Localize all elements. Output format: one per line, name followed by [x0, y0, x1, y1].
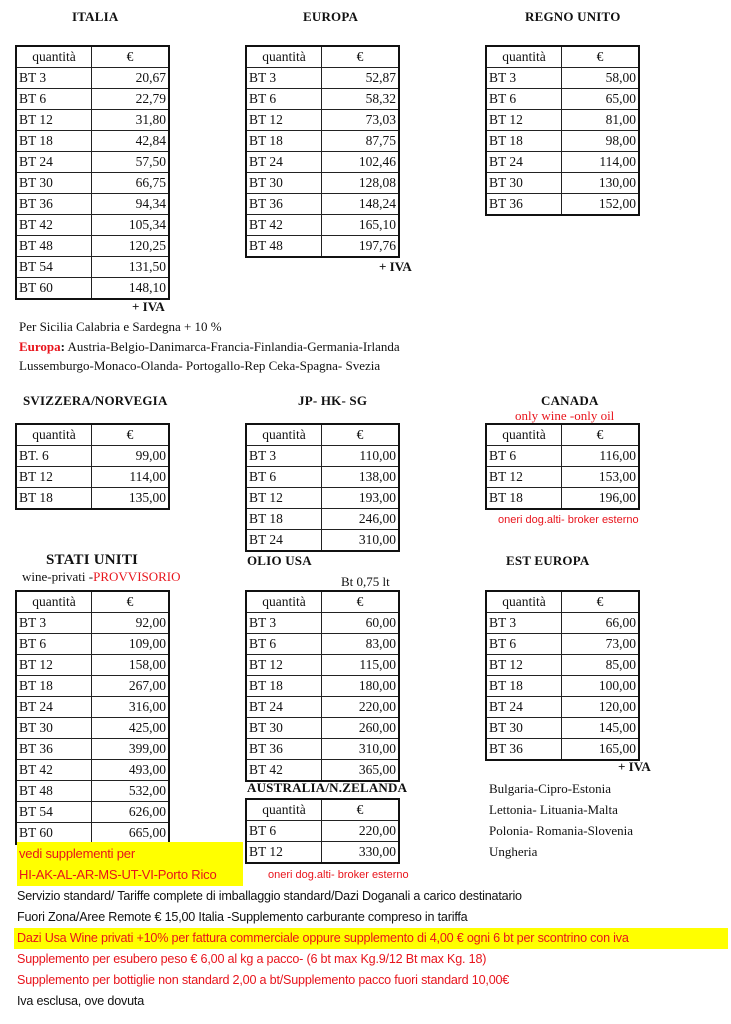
price-cell: 120,00 [562, 697, 640, 718]
est-europa-country-4: Ungheria [489, 844, 538, 859]
table-row [246, 655, 399, 676]
price-cell: 110,00 [322, 446, 400, 467]
price-cell: 116,00 [562, 446, 640, 467]
quantity-cell: BT 24 [246, 152, 322, 173]
price-cell: 316,00 [92, 697, 170, 718]
olio-usa-rate-table [245, 590, 400, 782]
price-cell: 20,67 [92, 68, 170, 89]
table-row [486, 655, 639, 676]
euro-header: € [92, 424, 170, 446]
stati-uniti-subtitle: wine-privati -PROVVISORIO [22, 569, 181, 584]
table-row [486, 194, 639, 216]
table-header-row [246, 799, 399, 821]
table-row [16, 823, 169, 845]
price-cell: 114,00 [562, 152, 640, 173]
quantity-cell: BT 36 [16, 739, 92, 760]
jp-hk-sg-title: JP- HK- SG [298, 393, 368, 408]
quantity-cell: BT 12 [486, 467, 562, 488]
quantity-cell: BT 6 [246, 467, 322, 488]
quantity-cell: BT 12 [246, 488, 322, 509]
table-row [486, 467, 639, 488]
euro-header: € [322, 591, 400, 613]
price-cell: 532,00 [92, 781, 170, 802]
price-cell: 87,75 [322, 131, 400, 152]
italia-rate-table [15, 45, 170, 300]
price-cell: 85,00 [562, 655, 640, 676]
price-cell: 148,24 [322, 194, 400, 215]
quantity-cell: BT 18 [16, 488, 92, 510]
quantity-cell: BT 6 [486, 446, 562, 467]
table-row [16, 68, 169, 89]
quantity-cell: BT 3 [486, 613, 562, 634]
condition-line-5: Supplemento per bottiglie non standard 2,00 a bt/Supplemento pacco fuori standard 10,00€ [17, 973, 510, 987]
quantity-cell: BT 42 [16, 215, 92, 236]
condition-line-3: Dazi Usa Wine privati +10% per fattura commerciale oppure supplemento di 4,00 € ogni 6 bt per scontrino con iva [14, 928, 728, 949]
table-row [246, 173, 399, 194]
table-row [486, 488, 639, 510]
table-header-row [246, 46, 399, 68]
quantity-cell: BT 3 [16, 68, 92, 89]
table-row [246, 215, 399, 236]
euro-header: € [562, 424, 640, 446]
quantity-header: quantità [246, 46, 322, 68]
price-cell: 197,76 [322, 236, 400, 258]
stati-uniti-title: STATI UNITI [46, 552, 139, 568]
quantity-cell: BT 36 [486, 194, 562, 216]
table-row [246, 613, 399, 634]
euro-header: € [322, 424, 400, 446]
quantity-header: quantità [246, 591, 322, 613]
table-row [16, 215, 169, 236]
table-header-row [486, 424, 639, 446]
price-cell: 81,00 [562, 110, 640, 131]
price-cell: 626,00 [92, 802, 170, 823]
table-row [486, 89, 639, 110]
table-row [486, 152, 639, 173]
table-row [246, 739, 399, 760]
price-cell: 193,00 [322, 488, 400, 509]
price-cell: 57,50 [92, 152, 170, 173]
price-cell: 73,03 [322, 110, 400, 131]
table-row [16, 467, 169, 488]
price-cell: 310,00 [322, 530, 400, 552]
quantity-cell: BT 30 [246, 718, 322, 739]
table-row [16, 655, 169, 676]
quantity-cell: BT 18 [16, 131, 92, 152]
quantity-cell: BT 54 [16, 802, 92, 823]
quantity-cell: BT 12 [16, 655, 92, 676]
sicilia-note: Per Sicilia Calabria e Sardegna + 10 % [19, 319, 222, 334]
price-cell: 158,00 [92, 655, 170, 676]
regno-unito-title: REGNO UNITO [525, 9, 621, 24]
euro-header: € [92, 591, 170, 613]
table-row [246, 842, 399, 864]
quantity-cell: BT 6 [246, 634, 322, 655]
table-row [246, 697, 399, 718]
olio-usa-subtitle: Bt 0,75 lt [341, 574, 390, 589]
quantity-cell: BT 6 [246, 89, 322, 110]
price-cell: 131,50 [92, 257, 170, 278]
table-row [486, 110, 639, 131]
price-cell: 425,00 [92, 718, 170, 739]
price-cell: 65,00 [562, 89, 640, 110]
quantity-header: quantità [16, 591, 92, 613]
table-row [486, 446, 639, 467]
table-row [246, 110, 399, 131]
quantity-cell: BT 3 [486, 68, 562, 89]
price-cell: 100,00 [562, 676, 640, 697]
price-cell: 135,00 [92, 488, 170, 510]
svizzera-title: SVIZZERA/NORVEGIA [23, 393, 168, 408]
euro-header: € [322, 799, 400, 821]
price-cell: 493,00 [92, 760, 170, 781]
price-cell: 260,00 [322, 718, 400, 739]
price-cell: 665,00 [92, 823, 170, 845]
provvisorio-label: PROVVISORIO [93, 569, 181, 584]
quantity-cell: BT 60 [16, 278, 92, 300]
table-row [16, 236, 169, 257]
price-cell: 66,00 [562, 613, 640, 634]
table-row [16, 257, 169, 278]
price-cell: 58,00 [562, 68, 640, 89]
table-row [16, 152, 169, 173]
table-row [16, 194, 169, 215]
euro-header: € [322, 46, 400, 68]
quantity-cell: BT 42 [246, 215, 322, 236]
table-header-row [16, 591, 169, 613]
table-row [486, 739, 639, 761]
quantity-cell: BT 30 [16, 718, 92, 739]
table-row [16, 173, 169, 194]
table-row [486, 173, 639, 194]
quantity-cell: BT 18 [486, 131, 562, 152]
price-cell: 365,00 [322, 760, 400, 782]
est-europa-country-1: Bulgaria-Cipro-Estonia [489, 781, 612, 796]
price-cell: 220,00 [322, 821, 400, 842]
quantity-cell: BT 3 [246, 613, 322, 634]
est-europa-rate-table [485, 590, 640, 761]
table-header-row [246, 424, 399, 446]
table-row [486, 718, 639, 739]
quantity-header: quantità [246, 424, 322, 446]
quantity-cell: BT 6 [486, 89, 562, 110]
italia-title: ITALIA [72, 9, 119, 24]
conditions-list [17, 886, 731, 1012]
price-cell: 109,00 [92, 634, 170, 655]
quantity-cell: BT 6 [246, 821, 322, 842]
quantity-header: quantità [16, 424, 92, 446]
quantity-cell: BT. 6 [16, 446, 92, 467]
quantity-cell: BT 12 [246, 842, 322, 864]
condition-line-1: Servizio standard/ Tariffe complete di imballaggio standard/Dazi Doganali a carico destinatario [17, 889, 522, 903]
price-cell: 130,00 [562, 173, 640, 194]
quantity-cell: BT 3 [16, 613, 92, 634]
table-row [246, 718, 399, 739]
table-row [486, 697, 639, 718]
price-cell: 180,00 [322, 676, 400, 697]
est-europa-country-2: Lettonia- Lituania-Malta [489, 802, 618, 817]
table-row [246, 68, 399, 89]
quantity-cell: BT 24 [16, 152, 92, 173]
quantity-cell: BT 3 [246, 446, 322, 467]
condition-line-4: Supplemento per esubero peso € 6,00 al kg a pacco- (6 bt max Kg.9/12 Bt max Kg. 18) [17, 952, 487, 966]
canada-subtitle: only wine -only oil [515, 408, 615, 423]
quantity-cell: BT 48 [246, 236, 322, 258]
quantity-cell: BT 24 [486, 697, 562, 718]
price-cell: 220,00 [322, 697, 400, 718]
price-cell: 102,46 [322, 152, 400, 173]
table-row [246, 446, 399, 467]
price-cell: 99,00 [92, 446, 170, 467]
table-row [16, 676, 169, 697]
quantity-cell: BT 12 [16, 467, 92, 488]
price-cell: 399,00 [92, 739, 170, 760]
table-row [486, 634, 639, 655]
table-row [246, 509, 399, 530]
price-cell: 114,00 [92, 467, 170, 488]
svizzera-rate-table [15, 423, 170, 510]
price-cell: 52,87 [322, 68, 400, 89]
quantity-cell: BT 48 [16, 236, 92, 257]
europa-label: Europa [19, 339, 61, 354]
australia-title: AUSTRALIA/N.ZELANDA [247, 780, 408, 795]
price-cell: 58,32 [322, 89, 400, 110]
table-row [16, 781, 169, 802]
quantity-cell: BT 42 [246, 760, 322, 782]
quantity-cell: BT 6 [16, 89, 92, 110]
table-row [16, 697, 169, 718]
table-row [486, 68, 639, 89]
table-row [246, 488, 399, 509]
price-cell: 138,00 [322, 467, 400, 488]
price-cell: 165,00 [562, 739, 640, 761]
quantity-cell: BT 42 [16, 760, 92, 781]
quantity-cell: BT 30 [16, 173, 92, 194]
condition-line-2: Fuori Zona/Aree Remote € 15,00 Italia -Supplemento carburante compreso in tariffa [17, 910, 468, 924]
price-cell: 152,00 [562, 194, 640, 216]
europa-title: EUROPA [303, 9, 359, 24]
quantity-cell: BT 54 [16, 257, 92, 278]
price-cell: 120,25 [92, 236, 170, 257]
price-cell: 105,34 [92, 215, 170, 236]
price-cell: 31,80 [92, 110, 170, 131]
quantity-cell: BT 12 [246, 655, 322, 676]
price-cell: 145,00 [562, 718, 640, 739]
table-row [16, 110, 169, 131]
table-row [246, 634, 399, 655]
table-row [16, 278, 169, 300]
australia-customs-note: oneri dog.alti- broker esterno [268, 869, 409, 881]
euro-header: € [92, 46, 170, 68]
usa-supplements-line-2: HI-AK-AL-AR-MS-UT-VI-Porto Rico [19, 867, 217, 882]
table-row [486, 676, 639, 697]
quantity-cell: BT 12 [246, 110, 322, 131]
price-cell: 60,00 [322, 613, 400, 634]
quantity-cell: BT 6 [16, 634, 92, 655]
price-cell: 94,34 [92, 194, 170, 215]
table-row [246, 467, 399, 488]
jp-hk-sg-rate-table [245, 423, 400, 552]
quantity-header: quantità [486, 424, 562, 446]
price-cell: 98,00 [562, 131, 640, 152]
table-row [246, 760, 399, 782]
price-cell: 267,00 [92, 676, 170, 697]
price-cell: 128,08 [322, 173, 400, 194]
table-row [16, 613, 169, 634]
table-header-row [486, 591, 639, 613]
table-header-row [16, 46, 169, 68]
quantity-cell: BT 6 [486, 634, 562, 655]
quantity-header: quantità [246, 799, 322, 821]
quantity-cell: BT 36 [246, 739, 322, 760]
quantity-cell: BT 12 [16, 110, 92, 131]
est-europa-iva-note: + IVA [618, 759, 651, 774]
quantity-cell: BT 30 [246, 173, 322, 194]
olio-usa-title: OLIO USA [247, 553, 312, 568]
quantity-cell: BT 30 [486, 718, 562, 739]
price-cell: 22,79 [92, 89, 170, 110]
regno-unito-rate-table [485, 45, 640, 216]
price-cell: 310,00 [322, 739, 400, 760]
quantity-cell: BT 24 [246, 697, 322, 718]
table-header-row [486, 46, 639, 68]
quantity-cell: BT 18 [486, 676, 562, 697]
quantity-header: quantità [486, 46, 562, 68]
price-cell: 92,00 [92, 613, 170, 634]
usa-supplements-highlight [17, 842, 243, 886]
quantity-cell: BT 18 [246, 131, 322, 152]
est-europa-title: EST EUROPA [506, 553, 590, 568]
table-row [246, 131, 399, 152]
price-cell: 42,84 [92, 131, 170, 152]
table-row [16, 446, 169, 467]
quantity-cell: BT 36 [16, 194, 92, 215]
europa-iva-note: + IVA [379, 259, 412, 274]
quantity-cell: BT 18 [246, 509, 322, 530]
italia-iva-note: + IVA [132, 299, 165, 314]
table-header-row [16, 424, 169, 446]
table-row [246, 89, 399, 110]
table-row [486, 613, 639, 634]
table-row [16, 89, 169, 110]
quantity-cell: BT 3 [246, 68, 322, 89]
stati-uniti-rate-table [15, 590, 170, 845]
europa-countries-line-1: Europa: Austria-Belgio-Danimarca-Francia-Finlandia-Germania-Irlanda [19, 339, 400, 354]
price-cell: 246,00 [322, 509, 400, 530]
table-row [16, 488, 169, 510]
table-row [486, 131, 639, 152]
europa-countries-line-2: Lussemburgo-Monaco-Olanda- Portogallo-Rep Ceka-Spagna- Svezia [19, 358, 381, 373]
quantity-cell: BT 12 [486, 655, 562, 676]
price-cell: 115,00 [322, 655, 400, 676]
price-cell: 148,10 [92, 278, 170, 300]
euro-header: € [562, 46, 640, 68]
canada-customs-note: oneri dog.alti- broker esterno [498, 514, 639, 526]
table-row [246, 194, 399, 215]
table-row [246, 530, 399, 552]
table-row [16, 131, 169, 152]
quantity-cell: BT 36 [486, 739, 562, 761]
price-cell: 330,00 [322, 842, 400, 864]
price-cell: 153,00 [562, 467, 640, 488]
table-row [246, 676, 399, 697]
quantity-header: quantità [16, 46, 92, 68]
table-row [16, 718, 169, 739]
quantity-cell: BT 24 [16, 697, 92, 718]
table-row [16, 760, 169, 781]
table-row [246, 821, 399, 842]
table-row [16, 802, 169, 823]
quantity-header: quantità [486, 591, 562, 613]
table-header-row [246, 591, 399, 613]
table-row [16, 739, 169, 760]
quantity-cell: BT 18 [246, 676, 322, 697]
price-cell: 83,00 [322, 634, 400, 655]
quantity-cell: BT 48 [16, 781, 92, 802]
quantity-cell: BT 12 [486, 110, 562, 131]
canada-title: CANADA [541, 393, 599, 408]
quantity-cell: BT 24 [246, 530, 322, 552]
euro-header: € [562, 591, 640, 613]
table-row [16, 634, 169, 655]
quantity-cell: BT 18 [486, 488, 562, 510]
quantity-cell: BT 30 [486, 173, 562, 194]
table-row [246, 236, 399, 258]
usa-supplements-line-1: vedi supplementi per [19, 846, 135, 861]
price-cell: 196,00 [562, 488, 640, 510]
est-europa-country-3: Polonia- Romania-Slovenia [489, 823, 634, 838]
canada-rate-table [485, 423, 640, 510]
quantity-cell: BT 36 [246, 194, 322, 215]
condition-line-6: Iva esclusa, ove dovuta [17, 994, 145, 1008]
price-cell: 165,10 [322, 215, 400, 236]
price-cell: 73,00 [562, 634, 640, 655]
table-row [246, 152, 399, 173]
price-cell: 66,75 [92, 173, 170, 194]
europa-rate-table [245, 45, 400, 258]
quantity-cell: BT 18 [16, 676, 92, 697]
quantity-cell: BT 24 [486, 152, 562, 173]
quantity-cell: BT 60 [16, 823, 92, 845]
australia-rate-table [245, 798, 400, 864]
